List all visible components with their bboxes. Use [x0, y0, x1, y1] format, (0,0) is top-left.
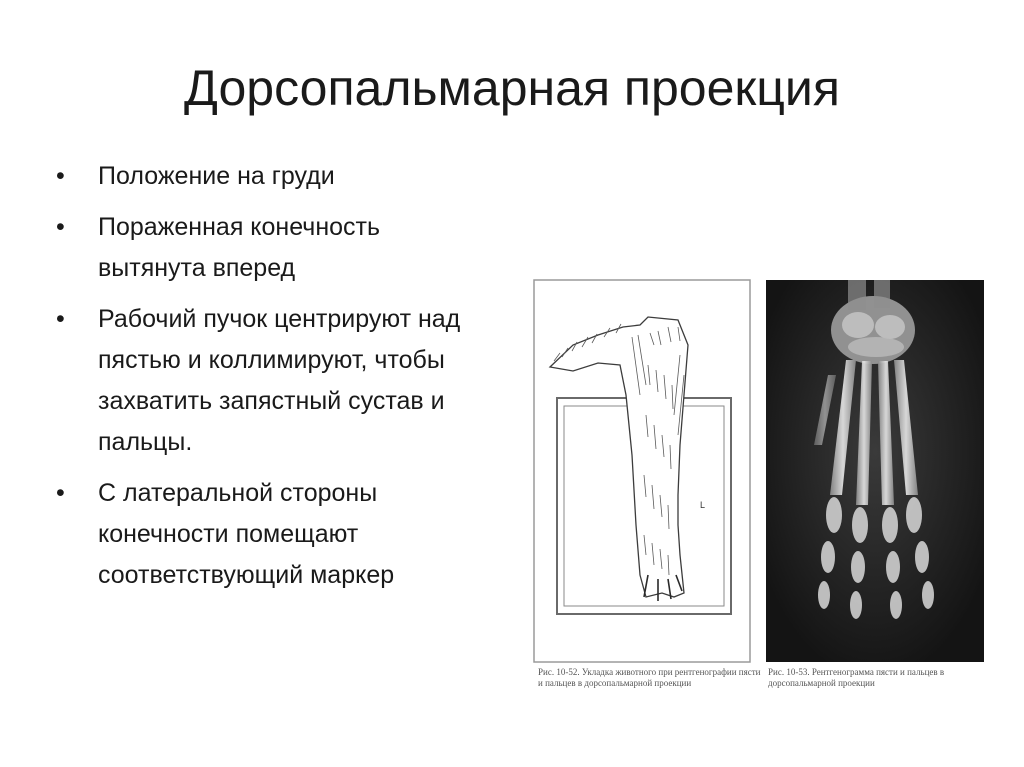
positioning-drawing [534, 280, 750, 662]
figure-panel [528, 275, 1000, 710]
marker-label: L [700, 500, 706, 510]
figure-caption-right: Рис. 10-53. Рентгенограмма пясти и пальцев в дорсопальмарной проекции [768, 667, 945, 688]
figure-image [528, 275, 1000, 710]
bullet-item: • С латеральной стороны конечности помещают соответствующий маркер [56, 473, 486, 596]
figure-caption-left: Рис. 10-52. Укладка животного при рентгенографии пясти и пальцев в дорсопальмарной проекции [538, 667, 761, 688]
bullet-list [56, 156, 486, 606]
xray-image [766, 280, 984, 662]
bullet-item: • Положение на груди [56, 156, 486, 197]
bullet-item: • Пораженная конечность вытянута вперед [56, 207, 486, 289]
slide-title: Дорсопальмарная проекция [184, 60, 840, 116]
bullet-item: • Рабочий пучок центрируют над пястью и коллимируют, чтобы захватить запястный сустав и пальцы. [56, 299, 486, 463]
